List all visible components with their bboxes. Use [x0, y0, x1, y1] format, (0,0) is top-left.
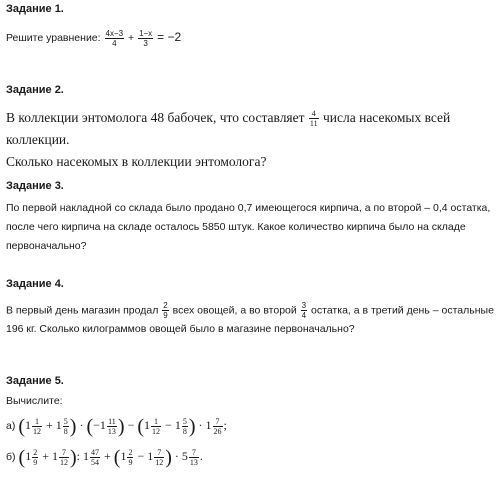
fraction: $\frac{1-x}{3}$ — [139, 28, 153, 48]
fraction: $\frac{2}{9}$ — [163, 301, 168, 320]
fraction: $\frac{47}{54}$ — [90, 448, 99, 467]
fraction: $\frac{4x-3}{4}$ — [105, 28, 124, 48]
task-2-heading: Задание 2. — [6, 84, 64, 96]
task-5 — [6, 375, 498, 473]
task-5-expression-a: а) (1 $\frac{1}{12}$ + 1 $\frac{5}{8}$ ) · (−1 $\frac{11}{13}$ ) − (1 $\frac{1}{12}$ − 1 $\frac{5}{8}$ ) · 1 $\frac{7}{26}$ ; — [6, 415, 227, 438]
fraction: $\frac{7}{12}$ — [59, 448, 68, 467]
task-4-body: В первый день магазин продал $\frac{2}{9}$ всех овощей, а во второй $\frac{3}{4}$ остатка, а в третий день – остальные 196 кг. Сколько килограммов овощей было в магазине первоначально? — [6, 301, 494, 336]
task-3-body: По первой накладной со склада было продано 0,7 имеющегося кирпича, а по второй – 0,4 остатка, после чего кирпича на складе осталось 5850 штук. Какое количество кирпича было на складе первоначально? — [6, 202, 491, 252]
task-2 — [6, 84, 498, 173]
task-1-rhs: = −2 — [157, 30, 182, 44]
fraction: $\frac{7}{12}$ — [155, 448, 164, 467]
fraction: $\frac{5}{8}$ — [182, 416, 187, 436]
fraction: $\frac{7}{13}$ — [189, 448, 198, 467]
task-2-body: В коллекции энтомолога 48 бабочек, что составляет $\frac{4}{11}$ числа насекомых всей коллекции. Сколько насекомых в коллекции энтомолога? — [6, 109, 451, 169]
task-5-expression-b: б) (1 $\frac{2}{9}$ + 1 $\frac{7}{12}$ ): 1 $\frac{47}{54}$ + (1 $\frac{2}{9}$ − 1 $\frac{7}{12}$ ) · 5 $\frac{7}{13}$ . — [6, 446, 203, 469]
fraction: $\frac{7}{26}$ — [213, 416, 222, 436]
fraction: $\frac{4}{11}$ — [309, 109, 318, 129]
task-3 — [6, 180, 498, 256]
fraction: $\frac{2}{9}$ — [128, 448, 133, 467]
fraction: $\frac{1}{12}$ — [152, 416, 161, 436]
task-4 — [6, 278, 498, 339]
fraction: $\frac{3}{4}$ — [301, 301, 307, 320]
task-1-prompt: Решите уравнение: — [6, 32, 101, 44]
fraction: $\frac{5}{8}$ — [63, 416, 68, 436]
task-4-heading: Задание 4. — [6, 278, 64, 290]
fraction: $\frac{1}{12}$ — [33, 416, 42, 436]
fraction: $\frac{11}{13}$ — [107, 416, 116, 436]
task-5-prompt: Вычислите: — [6, 395, 63, 407]
task-1-body: Решите уравнение: $\frac{4x-3}{4}$ + $\frac{1-x}{3}$ = −2 — [6, 28, 182, 48]
task-1 — [6, 3, 498, 48]
task-3-heading: Задание 3. — [6, 180, 64, 192]
task-1-heading: Задание 1. — [6, 3, 64, 15]
task-5-heading: Задание 5. — [6, 375, 64, 387]
fraction: $\frac{2}{9}$ — [33, 448, 38, 467]
